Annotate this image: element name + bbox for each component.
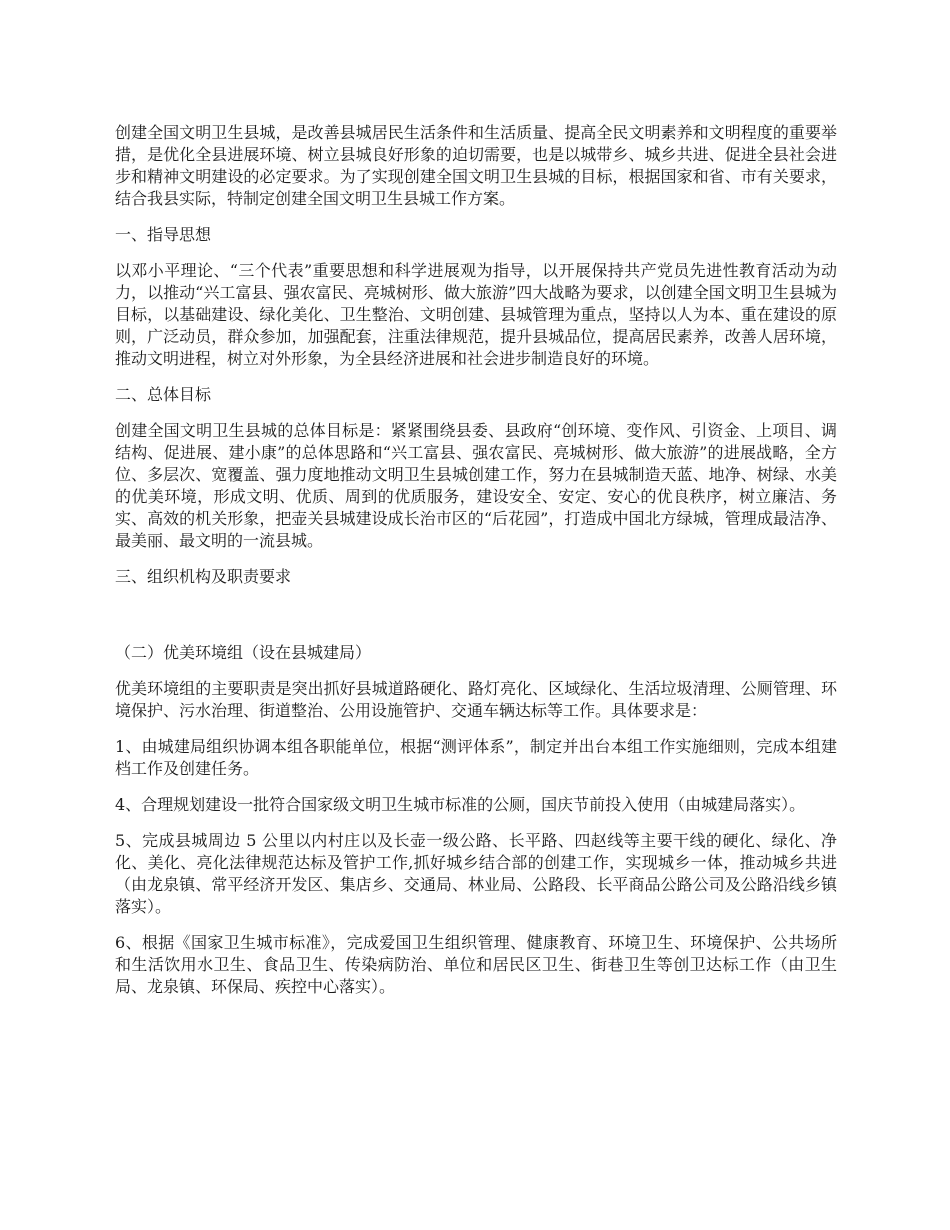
list-item: 4、合理规划建设一批符合国家级文明卫生城市标准的公厕，国庆节前投入使用（由城建局落实）。 <box>115 795 806 814</box>
intro-paragraph: 创建全国文明卫生县城，是改善县城居民生活条件和生活质量、提高全民文明素养和文明程度的重要举措，是优化全县进展环境、树立县城良好形象的迫切需要，也是以城带乡、城乡共进、促进全县社会进步和精神文明建设的必定要求。为了实现创建全国文明卫生县城的目标，根据国家和省、市有关要求，结合我县实际，特制定创建全国文明卫生县城工作方案。 <box>115 123 837 208</box>
section-heading-overall-goal: 二、总体目标 <box>115 385 212 404</box>
subsection-heading-environment-group: （二）优美环境组（设在县城建局） <box>115 643 372 662</box>
section-heading-guiding-ideology: 一、指导思想 <box>115 225 212 244</box>
list-item: 6、根据《国家卫生城市标准》，完成爱国卫生组织管理、健康教育、环境卫生、环境保护、公共场所和生活饮用水卫生、食品卫生、传染病防治、单位和居民区卫生、街巷卫生等创卫达标工作（由卫生局、龙泉镇、环保局、疾控中心落实）。 <box>115 933 837 996</box>
document-page <box>115 122 837 998</box>
section-heading-organization: 三、组织机构及职责要求 <box>115 567 292 586</box>
environment-group-paragraph: 优美环境组的主要职责是突出抓好县城道路硬化、路灯亮化、区域绿化、生活垃圾清理、公厕管理、环境保护、污水治理、街道整治、公用设施管护、交通车辆达标等工作。具体要求是： <box>115 679 837 720</box>
guiding-ideology-paragraph: 以邓小平理论、“三个代表”重要思想和科学进展观为指导，以开展保持共产党员先进性教育活动为动力，以推动“兴工富县、强农富民、亮城树形、做大旅游”四大战略为要求，以创建全国文明卫生县城为目标，以基础建设、绿化美化、卫生整治、文明创建、县城管理为重点，坚持以人为本、重在建设的原则，广泛动员，群众参加，加强配套，注重法律规范，提升县城品位，提高居民素养，改善人居环境，推动文明进程，树立对外形象，为全县经济进展和社会进步制造良好的环境。 <box>115 261 837 368</box>
list-item: 1、由城建局组织协调本组各职能单位，根据“测评体系”，制定并出台本组工作实施细则，完成本组建档工作及创建任务。 <box>115 737 837 778</box>
list-item: 5、完成县城周边 5 公里以内村庄以及长壶一级公路、长平路、四赵线等主要干线的硬化、绿化、净化、美化、亮化法律规范达标及管护工作,抓好城乡结合部的创建工作，实现城乡一体，推动城乡共进（由龙泉镇、常平经济开发区、集店乡、交通局、林业局、公路段、长平商品公路公司及公路沿线乡镇落实）。 <box>115 831 837 916</box>
overall-goal-paragraph: 创建全国文明卫生县城的总体目标是：紧紧围绕县委、县政府“创环境、变作风、引资金、上项目、调结构、促进展、建小康”的总体思路和“兴工富县、强农富民、亮城树形、做大旅游”的进展战略，全方位、多层次、宽覆盖、强力度地推动文明卫生县城创建工作，努力在县城制造天蓝、地净、树绿、水美的优美环境，形成文明、优质、周到的优质服务，建设安全、安定、安心的优良秩序，树立廉洁、务实、高效的机关形象，把壶关县城建设成长治市区的“后花园”，打造成中国北方绿城，管理成最洁净、最美丽、最文明的一流县城。 <box>115 421 837 550</box>
section-gap <box>115 602 837 642</box>
